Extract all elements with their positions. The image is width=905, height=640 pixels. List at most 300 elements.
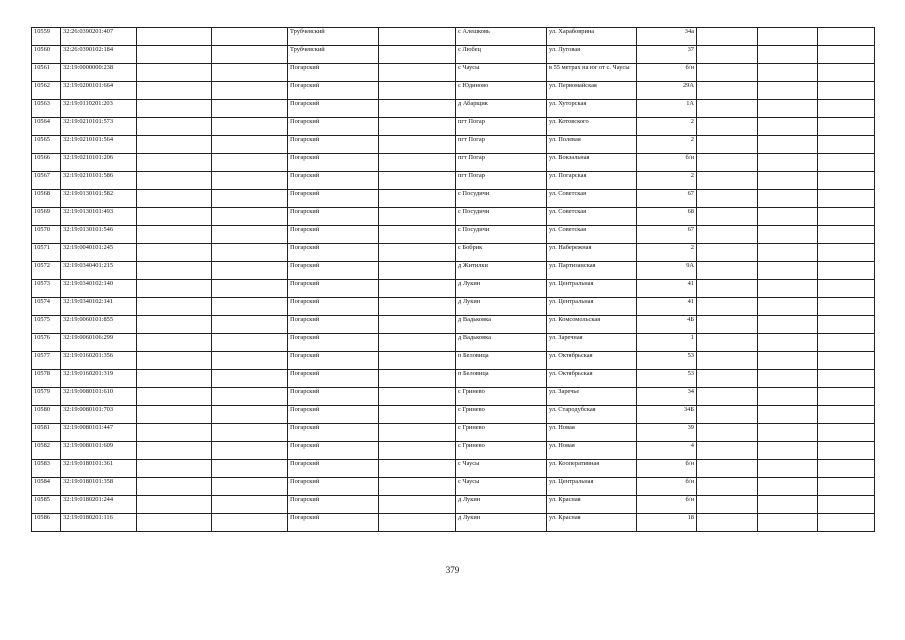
col-12-cell [818,82,875,100]
settlement-cell: д Лукин [456,298,547,316]
col-11-cell [758,154,818,172]
table-row [32,172,875,190]
house-number-cell: 37 [637,46,697,64]
col-10-cell [697,172,758,190]
house-number-cell: 67 [637,190,697,208]
district-cell: Погарский [288,208,379,226]
house-number-cell: 68 [637,208,697,226]
cadastral-number-cell: 32:19:0180101:358 [61,478,137,496]
col-11-cell [758,46,818,64]
col-10-cell [697,442,758,460]
street-cell: ул. Стародубская [547,406,637,424]
house-number-cell: 34а [637,28,697,46]
col-3-cell [137,208,212,226]
col-12-cell [818,226,875,244]
col-6-cell [379,64,456,82]
street-cell: ул. Красная [547,514,637,532]
col-4-cell [212,28,288,46]
street-cell: ул. Харабоврина [547,28,637,46]
col-12-cell [818,316,875,334]
house-number-cell: 1 [637,334,697,352]
street-cell: ул. Центральная [547,298,637,316]
cadastral-number-cell: 32:19:0180201:116 [61,514,137,532]
col-11-cell [758,100,818,118]
settlement-cell: с Гринево [456,424,547,442]
street-cell: ул. Новая [547,424,637,442]
street-cell: ул. Октябрьская [547,370,637,388]
row-number-cell: 10576 [32,334,61,352]
house-number-cell: 41 [637,280,697,298]
settlement-cell: с Алешковь [456,28,547,46]
cadastral-number-cell: 32:19:0130101:582 [61,190,137,208]
col-6-cell [379,190,456,208]
house-number-cell: 2 [637,118,697,136]
col-10-cell [697,28,758,46]
col-4-cell [212,46,288,64]
table-row [32,316,875,334]
col-12-cell [818,388,875,406]
col-6-cell [379,208,456,226]
col-12-cell [818,442,875,460]
table-row [32,370,875,388]
col-10-cell [697,190,758,208]
col-12-cell [818,190,875,208]
col-4-cell [212,226,288,244]
col-10-cell [697,226,758,244]
table-row [32,514,875,532]
col-6-cell [379,28,456,46]
col-6-cell [379,154,456,172]
col-12-cell [818,352,875,370]
street-cell: ул. Октябрьская [547,352,637,370]
col-6-cell [379,496,456,514]
cadastral-number-cell: 32:19:0110201:203 [61,100,137,118]
district-cell: Погарский [288,460,379,478]
col-12-cell [818,172,875,190]
col-12-cell [818,406,875,424]
col-10-cell [697,64,758,82]
col-3-cell [137,280,212,298]
col-10-cell [697,154,758,172]
settlement-cell: с Посудичи [456,226,547,244]
col-11-cell [758,136,818,154]
col-4-cell [212,352,288,370]
house-number-cell: 29А [637,82,697,100]
house-number-cell: 39 [637,424,697,442]
col-11-cell [758,370,818,388]
col-11-cell [758,514,818,532]
cadastral-number-cell: 32:19:0080101:609 [61,442,137,460]
row-number-cell: 10570 [32,226,61,244]
col-4-cell [212,190,288,208]
house-number-cell: 53 [637,352,697,370]
settlement-cell: с Гринево [456,406,547,424]
col-3-cell [137,100,212,118]
settlement-cell: пгт Погар [456,118,547,136]
col-11-cell [758,460,818,478]
col-11-cell [758,172,818,190]
col-3-cell [137,460,212,478]
cadastral-number-cell: 32:19:0200101:664 [61,82,137,100]
street-cell: ул. Советская [547,226,637,244]
row-number-cell: 10584 [32,478,61,496]
col-3-cell [137,46,212,64]
col-11-cell [758,334,818,352]
table-row [32,244,875,262]
district-cell: Погарский [288,478,379,496]
row-number-cell: 10560 [32,46,61,64]
col-6-cell [379,172,456,190]
col-6-cell [379,100,456,118]
district-cell: Погарский [288,406,379,424]
col-11-cell [758,64,818,82]
col-4-cell [212,334,288,352]
district-cell: Погарский [288,190,379,208]
street-cell: ул. Комсомольская [547,316,637,334]
col-3-cell [137,64,212,82]
col-10-cell [697,118,758,136]
house-number-cell: 18 [637,514,697,532]
cadastral-number-cell: 32:19:0130101:493 [61,208,137,226]
settlement-cell: с Чаусы [456,460,547,478]
house-number-cell: 67 [637,226,697,244]
district-cell: Погарский [288,82,379,100]
col-4-cell [212,370,288,388]
col-6-cell [379,334,456,352]
house-number-cell: 2 [637,244,697,262]
house-number-cell: 34Б [637,406,697,424]
col-11-cell [758,28,818,46]
street-cell: ул. Котовского [547,118,637,136]
cadastral-number-cell: 32:19:0210101:586 [61,172,137,190]
row-number-cell: 10582 [32,442,61,460]
col-4-cell [212,280,288,298]
row-number-cell: 10580 [32,406,61,424]
house-number-cell: 41 [637,298,697,316]
street-cell: ул. Полевая [547,136,637,154]
cadastral-number-cell: 32:19:0060101:855 [61,316,137,334]
col-11-cell [758,190,818,208]
col-3-cell [137,28,212,46]
col-4-cell [212,514,288,532]
col-4-cell [212,388,288,406]
col-6-cell [379,406,456,424]
row-number-cell: 10578 [32,370,61,388]
table-row [32,280,875,298]
table-row [32,406,875,424]
col-12-cell [818,28,875,46]
col-10-cell [697,514,758,532]
col-6-cell [379,262,456,280]
district-cell: Трубчевский [288,28,379,46]
row-number-cell: 10564 [32,118,61,136]
settlement-cell: с Бобрик [456,244,547,262]
settlement-cell: с Посудичи [456,190,547,208]
col-10-cell [697,82,758,100]
col-12-cell [818,424,875,442]
street-cell: ул. Центральная [547,478,637,496]
col-12-cell [818,100,875,118]
street-cell: ул. Хуторская [547,100,637,118]
col-6-cell [379,118,456,136]
street-cell: ул. Луговая [547,46,637,64]
table-row [32,118,875,136]
row-number-cell: 10574 [32,298,61,316]
district-cell: Погарский [288,298,379,316]
table-row [32,136,875,154]
col-11-cell [758,496,818,514]
district-cell: Погарский [288,262,379,280]
house-number-cell: 4Б [637,316,697,334]
table-row [32,226,875,244]
col-11-cell [758,280,818,298]
col-12-cell [818,244,875,262]
col-4-cell [212,316,288,334]
col-3-cell [137,262,212,280]
col-3-cell [137,442,212,460]
district-cell: Погарский [288,496,379,514]
house-number-cell: 2 [637,172,697,190]
table-row [32,154,875,172]
table-row [32,46,875,64]
district-cell: Погарский [288,316,379,334]
table-row [32,460,875,478]
house-number-cell: 53 [637,370,697,388]
house-number-cell: б/н [637,460,697,478]
settlement-cell: д Лукин [456,280,547,298]
row-number-cell: 10583 [32,460,61,478]
table-row [32,442,875,460]
col-11-cell [758,478,818,496]
col-3-cell [137,334,212,352]
col-4-cell [212,442,288,460]
cadastral-number-cell: 32:26:0390102:184 [61,46,137,64]
col-6-cell [379,370,456,388]
settlement-cell: с Любец [456,46,547,64]
col-6-cell [379,280,456,298]
col-3-cell [137,172,212,190]
col-6-cell [379,478,456,496]
col-11-cell [758,298,818,316]
table-row [32,262,875,280]
settlement-cell: с Чаусы [456,478,547,496]
col-12-cell [818,136,875,154]
col-3-cell [137,118,212,136]
street-cell: ул. Заречная [547,334,637,352]
street-cell: ул. Вокзальная [547,154,637,172]
col-6-cell [379,226,456,244]
row-number-cell: 10572 [32,262,61,280]
col-12-cell [818,370,875,388]
col-4-cell [212,262,288,280]
settlement-cell: д Лукин [456,496,547,514]
col-4-cell [212,118,288,136]
table-row [32,100,875,118]
row-number-cell: 10575 [32,316,61,334]
col-12-cell [818,460,875,478]
col-10-cell [697,496,758,514]
district-cell: Погарский [288,226,379,244]
col-10-cell [697,334,758,352]
col-12-cell [818,46,875,64]
street-cell: ул. Новая [547,442,637,460]
district-cell: Погарский [288,154,379,172]
col-4-cell [212,298,288,316]
col-11-cell [758,244,818,262]
street-cell: ул. Советская [547,190,637,208]
col-10-cell [697,136,758,154]
house-number-cell: 9А [637,262,697,280]
house-number-cell: 2 [637,136,697,154]
col-3-cell [137,352,212,370]
district-cell: Погарский [288,334,379,352]
row-number-cell: 10563 [32,100,61,118]
settlement-cell: с Чаусы [456,64,547,82]
cadastral-number-cell: 32:19:0340102:141 [61,298,137,316]
street-cell: ул. Партизанская [547,262,637,280]
district-cell: Погарский [288,64,379,82]
street-cell: ул. Набережная [547,244,637,262]
col-3-cell [137,370,212,388]
col-3-cell [137,244,212,262]
col-4-cell [212,496,288,514]
col-10-cell [697,46,758,64]
col-3-cell [137,316,212,334]
row-number-cell: 10561 [32,64,61,82]
settlement-cell: д Лукин [456,514,547,532]
row-number-cell: 10566 [32,154,61,172]
col-3-cell [137,298,212,316]
cadastral-number-cell: 32:19:0160201:319 [61,370,137,388]
settlement-cell: д Абарщик [456,100,547,118]
col-10-cell [697,100,758,118]
col-3-cell [137,190,212,208]
row-number-cell: 10562 [32,82,61,100]
col-4-cell [212,154,288,172]
settlement-cell: с Юдиново [456,82,547,100]
cadastral-number-cell: 32:19:0080101:703 [61,406,137,424]
cadastral-number-cell: 32:19:0210101:564 [61,136,137,154]
cadastral-number-cell: 32:19:0040101:245 [61,244,137,262]
house-number-cell: 4 [637,442,697,460]
table-row [32,28,875,46]
row-number-cell: 10585 [32,496,61,514]
district-cell: Трубчевский [288,46,379,64]
col-4-cell [212,460,288,478]
district-cell: Погарский [288,424,379,442]
table-row [32,388,875,406]
house-number-cell: б/н [637,496,697,514]
col-11-cell [758,118,818,136]
street-cell: ул. Заречье [547,388,637,406]
col-4-cell [212,244,288,262]
cadastral-number-cell: 32:19:0340401:215 [61,262,137,280]
col-3-cell [137,478,212,496]
col-11-cell [758,442,818,460]
col-6-cell [379,514,456,532]
col-4-cell [212,100,288,118]
col-11-cell [758,208,818,226]
street-cell: в 55 метрах на юг от с. Чаусы [547,64,637,82]
district-cell: Погарский [288,388,379,406]
col-10-cell [697,406,758,424]
settlement-cell: д Вадьковка [456,334,547,352]
col-12-cell [818,496,875,514]
row-number-cell: 10559 [32,28,61,46]
col-10-cell [697,244,758,262]
settlement-cell: с Посудичи [456,208,547,226]
cadastral-number-cell: 32:19:0060106:299 [61,334,137,352]
table-row [32,424,875,442]
col-10-cell [697,262,758,280]
property-register-table [31,27,875,532]
cadastral-number-cell: 32:26:0390201:407 [61,28,137,46]
table-row [32,82,875,100]
street-cell: ул. Центральная [547,280,637,298]
settlement-cell: д Вадьковка [456,316,547,334]
district-cell: Погарский [288,370,379,388]
col-10-cell [697,298,758,316]
col-3-cell [137,226,212,244]
cadastral-number-cell: 32:19:0080101:610 [61,388,137,406]
col-6-cell [379,46,456,64]
col-12-cell [818,208,875,226]
table-row [32,496,875,514]
col-12-cell [818,118,875,136]
row-number-cell: 10579 [32,388,61,406]
col-6-cell [379,442,456,460]
col-10-cell [697,208,758,226]
col-6-cell [379,316,456,334]
settlement-cell: пгт Погар [456,154,547,172]
settlement-cell: с Гринево [456,442,547,460]
col-11-cell [758,82,818,100]
col-10-cell [697,460,758,478]
col-11-cell [758,316,818,334]
row-number-cell: 10586 [32,514,61,532]
row-number-cell: 10571 [32,244,61,262]
col-6-cell [379,136,456,154]
house-number-cell: 34 [637,388,697,406]
col-12-cell [818,514,875,532]
col-4-cell [212,478,288,496]
district-cell: Погарский [288,118,379,136]
col-3-cell [137,496,212,514]
col-10-cell [697,316,758,334]
col-12-cell [818,334,875,352]
col-6-cell [379,298,456,316]
table-row [32,298,875,316]
row-number-cell: 10573 [32,280,61,298]
col-10-cell [697,280,758,298]
row-number-cell: 10581 [32,424,61,442]
col-6-cell [379,82,456,100]
col-4-cell [212,424,288,442]
col-12-cell [818,298,875,316]
district-cell: Погарский [288,280,379,298]
settlement-cell: д Житилки [456,262,547,280]
col-3-cell [137,514,212,532]
street-cell: ул. Кооперативная [547,460,637,478]
row-number-cell: 10568 [32,190,61,208]
house-number-cell: б/н [637,478,697,496]
cadastral-number-cell: 32:19:0160201:356 [61,352,137,370]
district-cell: Погарский [288,352,379,370]
row-number-cell: 10567 [32,172,61,190]
district-cell: Погарский [288,244,379,262]
settlement-cell: пгт Погар [456,172,547,190]
col-6-cell [379,460,456,478]
